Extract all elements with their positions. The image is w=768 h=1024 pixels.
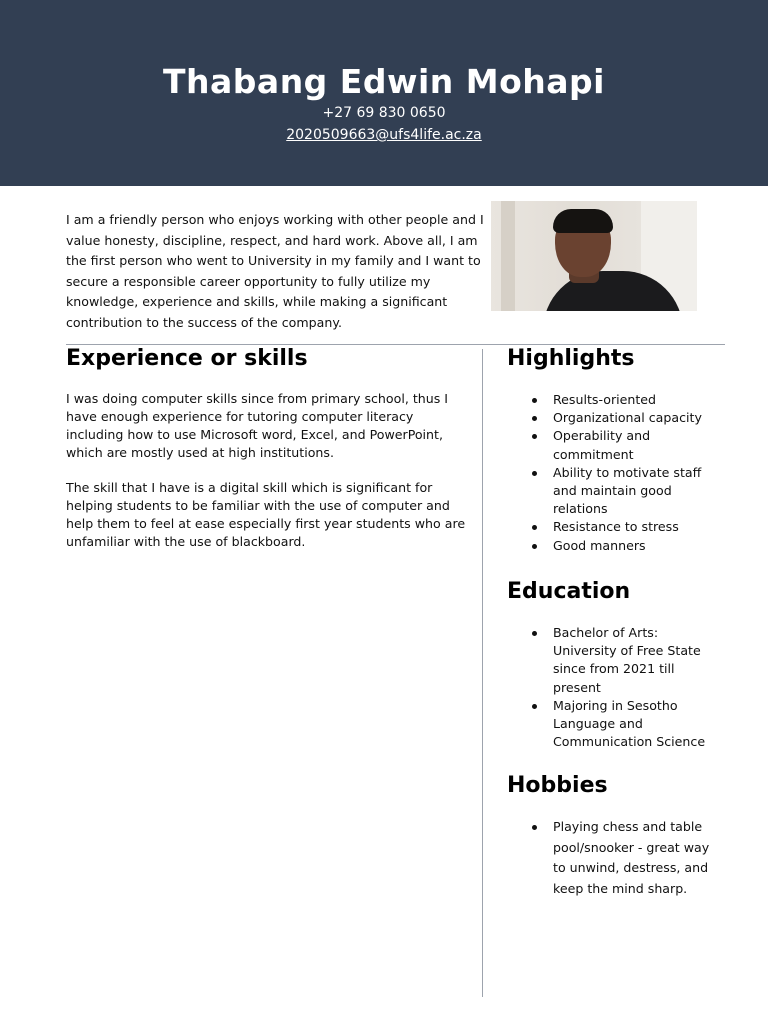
highlights-list — [532, 391, 717, 555]
bullet-icon — [532, 631, 537, 636]
column-divider — [482, 349, 483, 997]
intro-paragraph: I am a friendly person who enjoys working with other people and I value honesty, discipline, respect, and hard work. Above all, I am the first person who went to University in my family and I want to secure a responsible career opportunity to fully utilize my knowledge, experience and skills, while making a significant contribution to the success of the company. — [66, 212, 484, 330]
experience-heading: Experience or skills — [66, 346, 308, 371]
phone-number: +27 69 830 0650 — [322, 105, 446, 121]
education-heading: Education — [507, 579, 631, 604]
list-item: Majoring in Sesotho Language and Communication Science — [532, 697, 717, 752]
education-list — [532, 624, 717, 751]
hobbies-heading: Hobbies — [507, 773, 608, 798]
experience-paragraph-2: The skill that I have is a digital skill which is significant for helping students to be familiar with the use of computer and help them to feel at ease especially first year students who are unfamiliar with the use of blackboard. — [66, 480, 466, 549]
list-item: Operability and commitment — [532, 427, 717, 463]
list-item: Bachelor of Arts: University of Free State since from 2021 till present — [532, 624, 717, 697]
bullet-icon — [532, 544, 537, 549]
email-link[interactable]: 2020509663@ufs4life.ac.za — [286, 127, 482, 143]
bullet-icon — [532, 471, 537, 476]
bullet-icon — [532, 434, 537, 439]
list-item: Results-oriented — [532, 391, 717, 409]
bullet-icon — [532, 825, 537, 830]
header-banner — [0, 0, 768, 186]
list-item: Resistance to stress — [532, 518, 717, 536]
bullet-icon — [532, 704, 537, 709]
bullet-icon — [532, 398, 537, 403]
horizontal-divider — [66, 344, 725, 345]
hobbies-list — [532, 817, 717, 899]
highlights-heading: Highlights — [507, 346, 635, 371]
bullet-icon — [532, 416, 537, 421]
candidate-name: Thabang Edwin Mohapi — [163, 62, 605, 101]
bullet-icon — [532, 525, 537, 530]
list-item: Good manners — [532, 537, 717, 555]
list-item: Playing chess and table pool/snooker - great way to unwind, destress, and keep the mind sharp. — [532, 817, 717, 899]
list-item: Organizational capacity — [532, 409, 717, 427]
experience-paragraph-1: I was doing computer skills since from primary school, thus I have enough experience for tutoring computer literacy including how to use Microsoft word, Excel, and PowerPoint, which are mostly used at high institutions. — [66, 391, 449, 460]
list-item: Ability to motivate staff and maintain good relations — [532, 464, 717, 519]
profile-photo — [491, 201, 697, 311]
